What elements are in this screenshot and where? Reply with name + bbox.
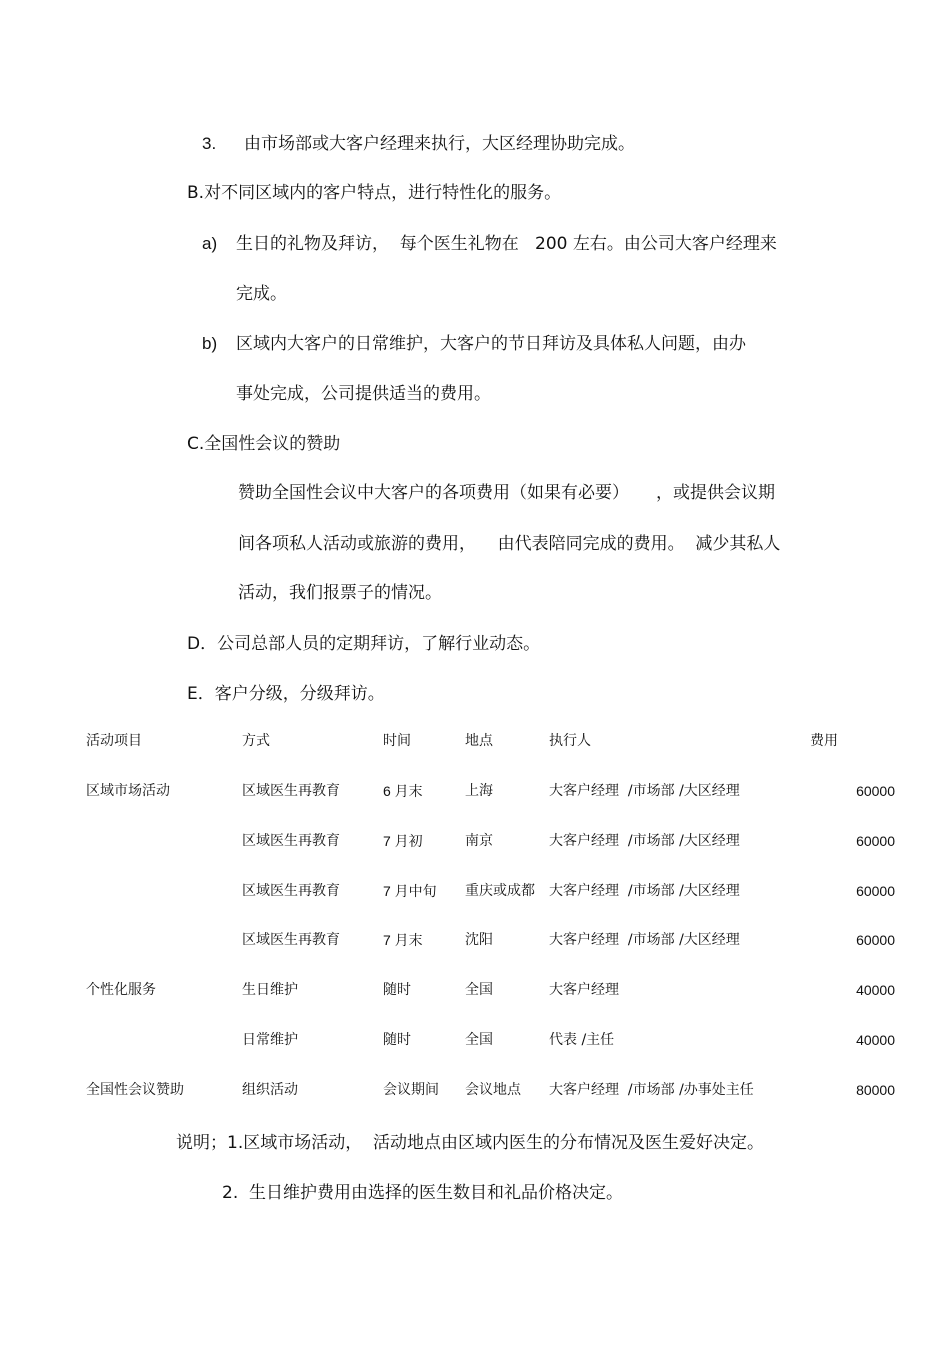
item-a-line1: 生日的礼物及拜访， 每个医生礼物在 200 左右。由公司大客户经理来: [236, 234, 777, 254]
table-cell: 60000: [856, 932, 895, 948]
table-cell: 上海: [465, 783, 493, 799]
table-cell: 区域医生再教育: [242, 932, 340, 948]
table-cell: 日常维护: [242, 1032, 298, 1048]
item3-text: 由市场部或大客户经理来执行，大区经理协助完成。: [244, 134, 635, 154]
note-line-2: 2. 生日维护费用由选择的医生数目和礼品价格决定。: [222, 1183, 624, 1203]
section-e-heading: E．客户分级，分级拜访。: [187, 684, 385, 704]
table-cell: 区域医生再教育: [242, 833, 340, 849]
table-cell: 大客户经理 /市场部 /大区经理: [549, 833, 740, 849]
table-cell: 大客户经理 /市场部 /办事处主任: [549, 1082, 754, 1098]
table-cell: 随时: [383, 1032, 411, 1048]
section-c-heading: C.全国性会议的赞助: [187, 434, 341, 454]
table-cell: 全国性会议赞助: [86, 1082, 184, 1098]
table-cell: 代表 /主任: [549, 1032, 615, 1048]
table-header-cell: 地点: [465, 733, 493, 749]
table-cell: 40000: [856, 1032, 895, 1048]
section-c-line2: 间各项私人活动或旅游的费用， 由代表陪同完成的费用。 减少其私人: [238, 534, 781, 554]
table-cell: 个性化服务: [86, 982, 156, 998]
table-cell: 随时: [383, 982, 411, 998]
table-cell: 会议地点: [465, 1082, 521, 1098]
table-cell: 沈阳: [465, 932, 493, 948]
table-cell: 全国: [465, 1032, 493, 1048]
section-c-line3: 活动，我们报票子的情况。: [238, 583, 442, 603]
note-line-1: 说明；1.区域市场活动， 活动地点由区域内医生的分布情况及医生爱好决定。: [176, 1133, 765, 1153]
item-a-line2: 完成。: [236, 284, 287, 304]
table-cell: 生日维护: [242, 982, 298, 998]
table-cell: 7 月中旬: [383, 883, 437, 899]
table-cell: 全国: [465, 982, 493, 998]
table-cell: 大客户经理 /市场部 /大区经理: [549, 932, 740, 948]
table-cell: 6 月末: [383, 783, 423, 799]
table-cell: 60000: [856, 783, 895, 799]
table-cell: 40000: [856, 982, 895, 998]
item3-number: 3.: [202, 134, 217, 153]
section-d-heading: D．公司总部人员的定期拜访，了解行业动态。: [187, 634, 541, 654]
section-c-line1: 赞助全国性会议中大客户的各项费用（如果有必要） ，或提供会议期: [238, 483, 776, 503]
table-cell: 组织活动: [242, 1082, 298, 1098]
table-header-cell: 时间: [383, 733, 411, 749]
table-cell: 区域市场活动: [86, 783, 170, 799]
table-cell: 会议期间: [383, 1082, 439, 1098]
table-cell: 大客户经理 /市场部 /大区经理: [549, 783, 740, 799]
table-header-cell: 活动项目: [86, 733, 142, 749]
table-cell: 重庆或成都: [465, 883, 535, 899]
table-cell: 大客户经理: [549, 982, 619, 998]
item-b-line2: 事处完成，公司提供适当的费用。: [236, 384, 491, 404]
table-cell: 区域医生再教育: [242, 783, 340, 799]
table-cell: 60000: [856, 833, 895, 849]
table-cell: 60000: [856, 883, 895, 899]
table-cell: 80000: [856, 1082, 895, 1098]
table-cell: 7 月初: [383, 833, 423, 849]
table-cell: 7 月末: [383, 932, 423, 948]
item-b-marker: b): [202, 334, 218, 353]
table-cell: 区域医生再教育: [242, 883, 340, 899]
section-b-heading: B.对不同区域内的客户特点，进行特性化的服务。: [187, 183, 562, 203]
table-cell: 南京: [465, 833, 493, 849]
item-b-line1: 区域内大客户的日常维护，大客户的节日拜访及具体私人问题，由办: [236, 334, 746, 354]
table-header-cell: 执行人: [549, 733, 591, 749]
table-cell: 大客户经理 /市场部 /大区经理: [549, 883, 740, 899]
table-header-cell: 方式: [242, 733, 270, 749]
table-header-cell: 费用: [810, 733, 838, 749]
item-a-marker: a): [202, 234, 218, 253]
